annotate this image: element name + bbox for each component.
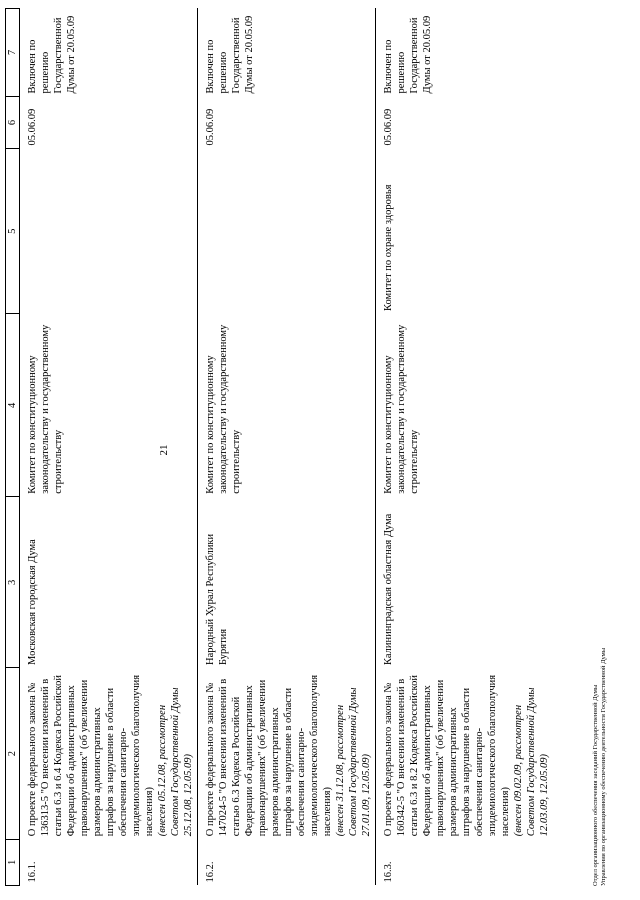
deadline-date: 05.06.09 xyxy=(376,96,554,148)
inclusion-status: Включен по решению Государственной Думы от 20.05.09 xyxy=(27,15,77,94)
table-row xyxy=(20,9,198,886)
co-executor-committee xyxy=(20,149,198,314)
column-number: 2 xyxy=(6,668,20,839)
column-number: 1 xyxy=(6,839,20,885)
inclusion-status: Включен по решению Государственной Думы от 20.05.09 xyxy=(198,9,376,97)
bill-author: Калининградская областная Дума xyxy=(376,497,554,668)
item-number: 16.1. xyxy=(27,861,38,883)
responsible-committee: Комитет по конституционному законодательству и государственному строительству xyxy=(376,314,554,497)
table-row xyxy=(376,9,554,886)
column-number: 6 xyxy=(6,96,20,148)
bill-submission-info: (внесен 05.12.08, рассмотрен Советом Государственной Думы 25.12.08, 12.05.09) xyxy=(157,687,194,837)
inclusion-status: Включен по решению Государственной Думы от 20.05.09 xyxy=(376,9,554,97)
bill-author: Народный Хурал Республики Бурятия xyxy=(198,497,376,668)
deadline-date: 05.06.09 xyxy=(198,96,376,148)
co-executor-committee xyxy=(198,149,376,314)
responsible-committee: Комитет по конституционному законодательству и государственному строительству xyxy=(198,314,376,497)
column-number: 4 xyxy=(6,314,20,497)
page-number: 21 xyxy=(158,444,170,456)
table-row xyxy=(198,9,376,886)
column-number: 7 xyxy=(6,9,20,97)
bill-cell xyxy=(20,668,198,839)
page-footer xyxy=(592,126,608,886)
responsible-committee: Комитет по конституционному законодательству и государственному строительству xyxy=(27,324,64,494)
bill-title: О проекте федерального закона № 136313-5 "О внесении изменений в статьи 6.3 и 6.4 Кодекса Российской Федерации об административных правонарушениях" (об увеличении размеров административных штрафов за нарушение в области обеспечения санитарно-эпидемиологического благополучия населения) xyxy=(27,674,155,837)
co-executor-committee: Комитет по охране здоровья xyxy=(376,149,554,314)
bill-cell xyxy=(198,668,376,839)
item-number: 16.2. xyxy=(198,839,376,885)
column-number: 3 xyxy=(6,497,20,668)
deadline-date: 05.06.09 xyxy=(27,108,38,146)
bill-title: О проекте федерального закона № 160342-5 "О внесении изменений в статьи 6.3 и 8.2 Кодекса Российской Федерации об административных правонарушениях" (об увеличении размеров административных штрафов за нарушение в области обеспечения санитарно-эпидемиологического благополучия населения) xyxy=(383,674,511,837)
agenda-table xyxy=(5,8,553,886)
bill-submission-info: (внесен 31.12.08, рассмотрен Советом Государственной Думы 27.01.09, 12.05.09) xyxy=(335,687,372,837)
bill-title: О проекте федерального закона № 147024-5 "О внесении изменений в статью 6.3 Кодекса Российской Федерации об административных правонарушениях" (об увеличении размеров административных штрафов за нарушение в области обеспечения санитарно-эпидемиологического благополучия населения) xyxy=(205,674,333,837)
column-number-row xyxy=(6,9,20,886)
bill-cell xyxy=(376,668,554,839)
footer-department: Отдел организационного обеспечения заседаний Государственной Думы xyxy=(592,684,599,886)
bill-author: Московская городская Дума xyxy=(27,539,38,665)
column-number: 5 xyxy=(6,149,20,314)
footer-directorate: Управления по организационному обеспечению деятельности Государственной Думы xyxy=(600,647,607,886)
item-number: 16.3. xyxy=(376,839,554,885)
bill-submission-info: (внесен 09.02.09, рассмотрен Советом Государственной Думы 12.03.09, 12.05.09) xyxy=(513,687,550,837)
